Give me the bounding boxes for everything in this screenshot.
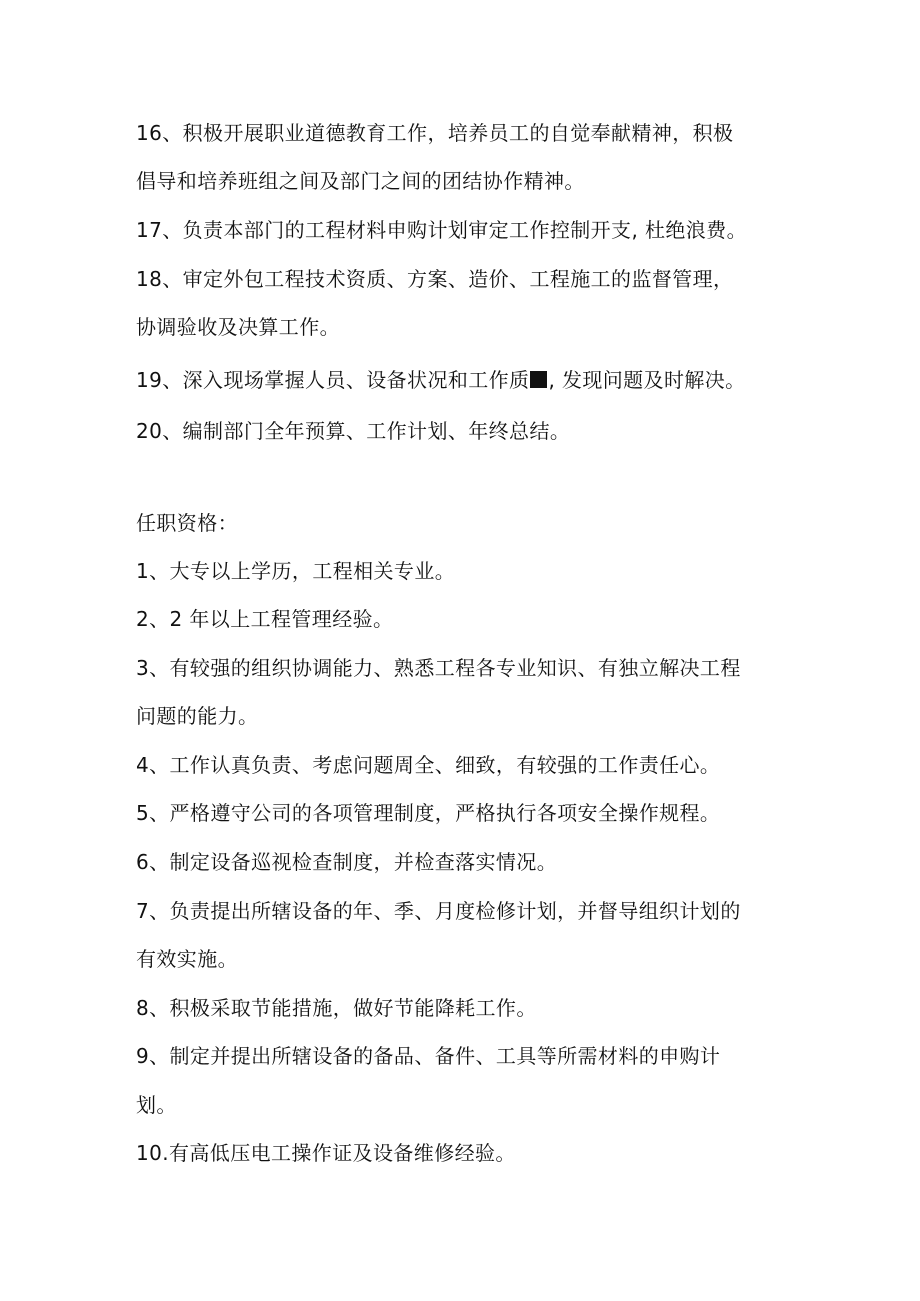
qualification-item-1: 1、大专以上学历，工程相关专业。 xyxy=(136,559,456,583)
duty-item-19-text-start: 19、深入现场掌握人员、设备状况和工作质 xyxy=(136,368,530,392)
duty-item-19 xyxy=(136,367,796,393)
qualification-item-9-line-1: 9、制定并提出所辖设备的备品、备件、工具等所需材料的申购计 xyxy=(136,1044,721,1068)
qualifications-heading: 任职资格： xyxy=(136,511,238,535)
qualification-item-10: 10.有高低压电工操作证及设备维修经验。 xyxy=(136,1141,516,1165)
duty-item-16-line-2: 倡导和培养班组之间及部门之间的团结协作精神。 xyxy=(136,169,585,193)
duty-item-16-line-1: 16、积极开展职业道德教育工作，培养员工的自觉奉献精神，积极 xyxy=(136,121,734,145)
qualification-item-4: 4、工作认真负责、考虑问题周全、细致，有较强的工作责任心。 xyxy=(136,753,721,777)
duty-item-17: 17、负责本部门的工程材料申购计划审定工作控制开支, 杜绝浪费。 xyxy=(136,218,747,242)
duty-item-18-line-1: 18、审定外包工程技术资质、方案、造价、工程施工的监督管理， xyxy=(136,267,734,291)
qualification-item-6: 6、制定设备巡视检查制度，并检查落实情况。 xyxy=(136,850,558,874)
qualification-item-9-line-2: 划。 xyxy=(136,1093,177,1117)
duty-item-18-line-2: 协调验收及决算工作。 xyxy=(136,315,340,339)
qualification-item-7-line-1: 7、负责提出所辖设备的年、季、月度检修计划，并督导组织计划的 xyxy=(136,899,741,923)
duty-item-19-text-end: , 发现问题及时解决。 xyxy=(548,368,746,392)
duty-item-20: 20、编制部门全年预算、工作计划、年终总结。 xyxy=(136,419,571,443)
redacted-block-icon xyxy=(530,371,547,388)
qualification-item-7-line-2: 有效实施。 xyxy=(136,947,238,971)
qualification-item-2: 2、2 年以上工程管理经验。 xyxy=(136,607,394,631)
qualification-item-5: 5、严格遵守公司的各项管理制度，严格执行各项安全操作规程。 xyxy=(136,801,721,825)
qualification-item-3-line-1: 3、有较强的组织协调能力、熟悉工程各专业知识、有独立解决工程 xyxy=(136,656,741,680)
qualification-item-8: 8、积极采取节能措施，做好节能降耗工作。 xyxy=(136,996,537,1020)
qualification-item-3-line-2: 问题的能力。 xyxy=(136,704,259,728)
